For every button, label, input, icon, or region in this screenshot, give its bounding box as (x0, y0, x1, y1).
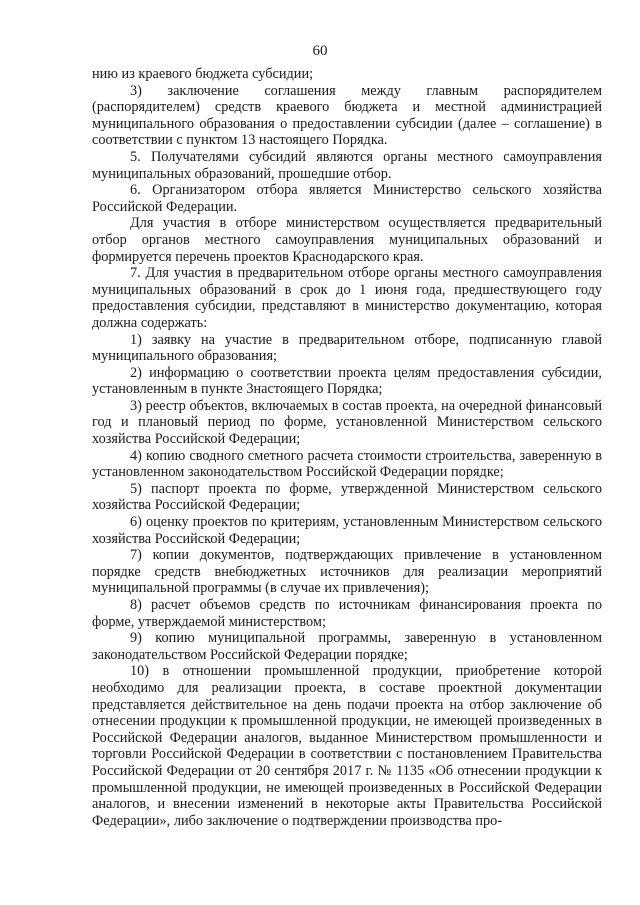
list-item-8: 8) расчет объемов средств по источникам финансирования проекта по форме, утверждаемой министерством; (92, 597, 602, 630)
list-item-7: 7) копии документов, подтверждающих привлечение в установленном порядке средств внебюджетных источников для реализации мероприятий муниципальной программы (в случае их привлечения); (92, 547, 602, 597)
list-item-2: 2) информацию о соответствии проекта целям предоставления субсидии, установленным в пункте 3настоящего Порядка; (92, 364, 602, 398)
page-number: 60 (312, 43, 328, 59)
list-item-9: 9) копию муниципальной программы, заверенную в установленном законодательством Российской Федерации порядке; (92, 630, 602, 663)
paragraph-preliminary-selection: Для участия в отборе министерством осуществляется предварительный отбор органов местного самоуправления муниципальных образований и формируется перечень проектов Краснодарского края. (92, 215, 602, 265)
list-item-10: 10) в отношении промышленной продукции, приобретение которой необходимо для реализации проекта, в составе проектной документации представляется действительное на день подачи проекта на отбор заключение об отнесении продукции к промышленной продукции, не имеющей произведенных в Российской Федерации аналогов, выданное Министерством промышленности и торговли Российской Федерации в соответствии с постановлением Правительства Российской Федерации от 20 сентября 2017 г. № 1135 «Об отнесении продукции к промышленной продукции, не имеющей произведенных в Российской Федерации аналогов, и внесении изменений в некоторые акты Правительства Российской Федерации», либо заключение о подтверждении производства про- (92, 663, 602, 829)
list-item-6: 6) оценку проектов по критериям, установленным Министерством сельского хозяйства Российской Федерации; (92, 514, 602, 547)
list-item-3: 3) реестр объектов, включаемых в состав проекта, на очередной финансовый год и плановый период по форме, установленной Министерством сельского хозяйства Российской Федерации; (92, 397, 602, 448)
list-item-5: 5) паспорт проекта по форме, утвержденной Министерством сельского хозяйства Российской Федерации; (92, 480, 602, 514)
paragraph-continuation: нию из краевого бюджета субсидии; (92, 66, 314, 82)
list-item-1: 1) заявку на участие в предварительном отборе, подписанную главой муниципального образования; (92, 331, 602, 365)
paragraph-item-3: 3) заключение соглашения между главным распорядителем (распорядителем) средств краевого бюджета и местной администрацией муниципального образования о предоставлении субсидии (далее – соглашение) в соответствии с пунктом 13 настоящего Порядка. (92, 82, 602, 149)
paragraph-clause-5: 5. Получателями субсидий являются органы местного самоуправления муниципальных образований, прошедшие отбор. (92, 148, 602, 182)
document-body (92, 66, 602, 829)
paragraph-clause-6: 6. Организатором отбора является Министерство сельского хозяйства Российской Федерации. (92, 182, 602, 215)
list-item-4: 4) копию сводного сметного расчета стоимости строительства, заверенную в установленном законодательством Российской Федерации порядке; (92, 447, 602, 481)
paragraph-clause-7: 7. Для участия в предварительном отборе органы местного самоуправления муниципальных образований в срок до 1 июня года, предшествующего году предоставления субсидии, представляют в министерство документацию, которая должна содержать: (92, 265, 602, 331)
